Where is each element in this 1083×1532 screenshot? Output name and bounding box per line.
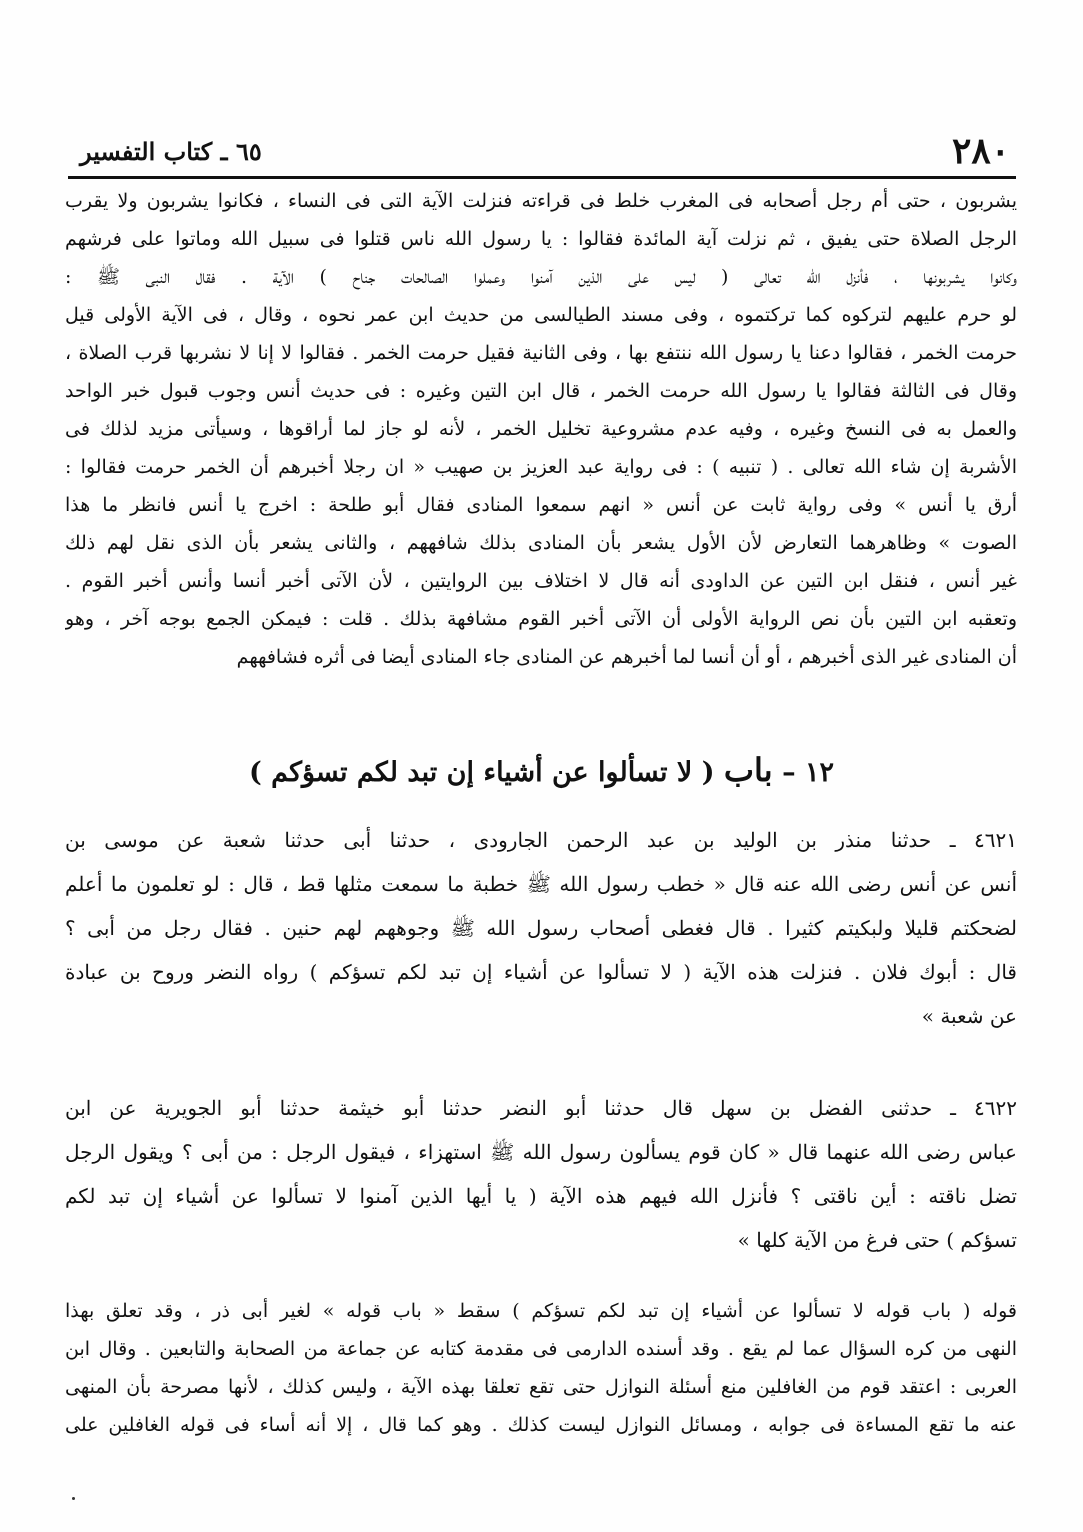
- text-line: العربى : اعتقد قوم من الغافلين منع أسئلة النوازل حتى تقع تعلقا بهذه الآية ، وليس كذلك ، لأنها مصرحة بأن المنهى: [65, 1376, 1017, 1398]
- running-title: ٦٥ ـ كتاب التفسير: [80, 137, 262, 166]
- chapter-heading: ١٢ – باب ( لا تسألوا عن أشياء إن تبد لكم تسؤكم ): [248, 751, 835, 789]
- text-line: لو حرم عليهم لتركوه كما تركتموه ، وفى مسند الطيالسى من حديث ابن عمر نحوه ، وقال ، فى الآية الأولى قيل: [65, 304, 1017, 326]
- text-line: النهى من كره السؤال عما لم يقع . وقد أسنده الدارمى فى مقدمة كتابه عن جماعة من الصحابة والتابعين . وقال ابن: [65, 1338, 1017, 1360]
- text-line: تسؤكم ) حتى فرغ من الآية كلها »: [737, 1228, 1017, 1252]
- scan-speck: [72, 1497, 75, 1500]
- text-line: حرمت الخمر ، فقالوا دعنا يا رسول الله ننتفع بها ، وفى الثانية فقيل حرمت الخمر . فقالوا لا إنا لا نشربها قرب الصلاة ،: [65, 342, 1017, 364]
- text-line: يشربون ، حتى أم رجل أصحابه فى المغرب خلط فى قراءته فنزلت الآية التى فى النساء ، فكانوا يشربون ولا يقرب: [65, 190, 1017, 212]
- text-line: قال : أبوك فلان . فنزلت هذه الآية ( لا تسألوا عن أشياء إن تبد لكم تسؤكم ) رواه النضر وروح بن عبادة: [65, 960, 1017, 984]
- text-line: ٤٦٢٢ ـ حدثنى الفضل بن سهل قال حدثنا أبو النضر حدثنا أبو خيثمة حدثنا أبو الجويرية عن ابن: [65, 1096, 1017, 1120]
- chapter-number: ١٢: [805, 757, 835, 788]
- text-line: الأشربة إن شاء الله تعالى . ( تنبيه ) : فى رواية عبد العزيز بن صهيب « ان رجلا أخبرهم أن الخمر حرمت فقالوا :: [65, 456, 1017, 478]
- text-line: أن المنادى غير الذى أخبرهم ، أو أن أنسا لما أخبرهم عن المنادى جاء المنادى أيضا فى أثره فشافههم: [236, 646, 1017, 668]
- hadith-4621: [65, 818, 1017, 1038]
- text-line: الصوت » وظاهرهما التعارض لأن الأول يشعر بأن المنادى بذلك شافههم ، والثانى يشعر بأن الذى نقل لهم ذلك: [65, 532, 1017, 554]
- page-number: ٢٨٠: [951, 130, 1010, 172]
- text-line: عنه ما تقع المساءة فى جوابه ، ومسائل النوازل ليست كذلك . وهو كما قال ، إلا أنه أساء فى قوله الغافلين على: [65, 1414, 1017, 1436]
- text-line: وقال فى الثالثة فقالوا يا رسول الله حرمت الخمر ، قال ابن التين وغيره : فى حديث أنس وجوب قبول خبر الواحد: [65, 380, 1017, 402]
- text-line: عباس رضى الله عنهما قال « كان قوم يسألون رسول الله ﷺ استهزاء ، فيقول الرجل : من أبى ؟ ويقول الرجل: [65, 1140, 1017, 1164]
- text-line: أرق يا أنس » وفى رواية ثابت عن أنس « انهم سمعوا المنادى فقال أبو طلحة : اخرج يا أنس فانظر ما هذا: [65, 494, 1017, 516]
- text-line: غير أنس ، فنقل ابن التين عن الداودى أنه قال لا اختلاف بين الروايتين ، لأن الآتى أخبر أنسا وأنس أخبر القوم .: [65, 570, 1017, 592]
- commentary-passage: [65, 182, 1017, 676]
- text-line: عن شعبة »: [921, 1004, 1017, 1028]
- text-line: قوله ( باب قوله لا تسألوا عن أشياء إن تبد لكم تسؤكم ) سقط « باب قوله » لغير أبى ذر ، وقد تعلق بهذا: [65, 1300, 1017, 1322]
- text-line: أنس عن أنس رضى الله عنه قال « خطب رسول الله ﷺ خطبة ما سمعت مثلها قط ، قال : لو تعلمون ما أعلم: [65, 872, 1017, 896]
- commentary-passage: [65, 1292, 1017, 1444]
- text-line: لضحكتم قليلا ولبكيتم كثيرا . قال فغطى أصحاب رسول الله ﷺ وجوههم لهم حنين . فقال رجل من أبى ؟: [65, 916, 1017, 940]
- text-line: والعمل به فى النسخ وغيره ، وفيه عدم مشروعية تخليل الخمر ، لأنه لو جاز لما أراقوها ، وسيأتى مزيد لذلك فى: [65, 418, 1017, 440]
- chapter-keyword: باب: [723, 751, 773, 789]
- text-line: وتعقبه ابن التين بأن نص الرواية الأولى أن الآتى أخبر القوم مشافهة بذلك . قلت : فيمكن الجمع بوجه آخر ، وهو: [65, 608, 1017, 630]
- text-line: الرجل الصلاة حتى يفيق ، ثم نزلت آية المائدة فقالوا : يا رسول الله ناس قتلوا فى سبيل الله وماتوا على فرشهم: [65, 228, 1017, 250]
- text-line: تضل ناقته : أين ناقتى ؟ فأنزل الله فيهم هذه الآية ( يا أيها الذين آمنوا لا تسألوا عن أشياء إن تبد لكم: [65, 1184, 1017, 1208]
- header-rule: [68, 176, 1016, 179]
- text-line: وكانوا يشربونها ، فأنزل الله تعالى ( ليس على الذين آمنوا وعملوا الصالحات جناح ) الآية . فقال النبى ﷺ :: [65, 266, 1017, 288]
- page-header: [80, 128, 1010, 174]
- text-line: ٤٦٢١ ـ حدثنا منذر بن الوليد بن عبد الرحمن الجارودى ، حدثنا أبى حدثنا شعبة عن موسى بن: [65, 828, 1017, 852]
- chapter-title: ( لا تسألوا عن أشياء إن تبد لكم تسؤكم ): [248, 757, 715, 788]
- hadith-4622: [65, 1086, 1017, 1262]
